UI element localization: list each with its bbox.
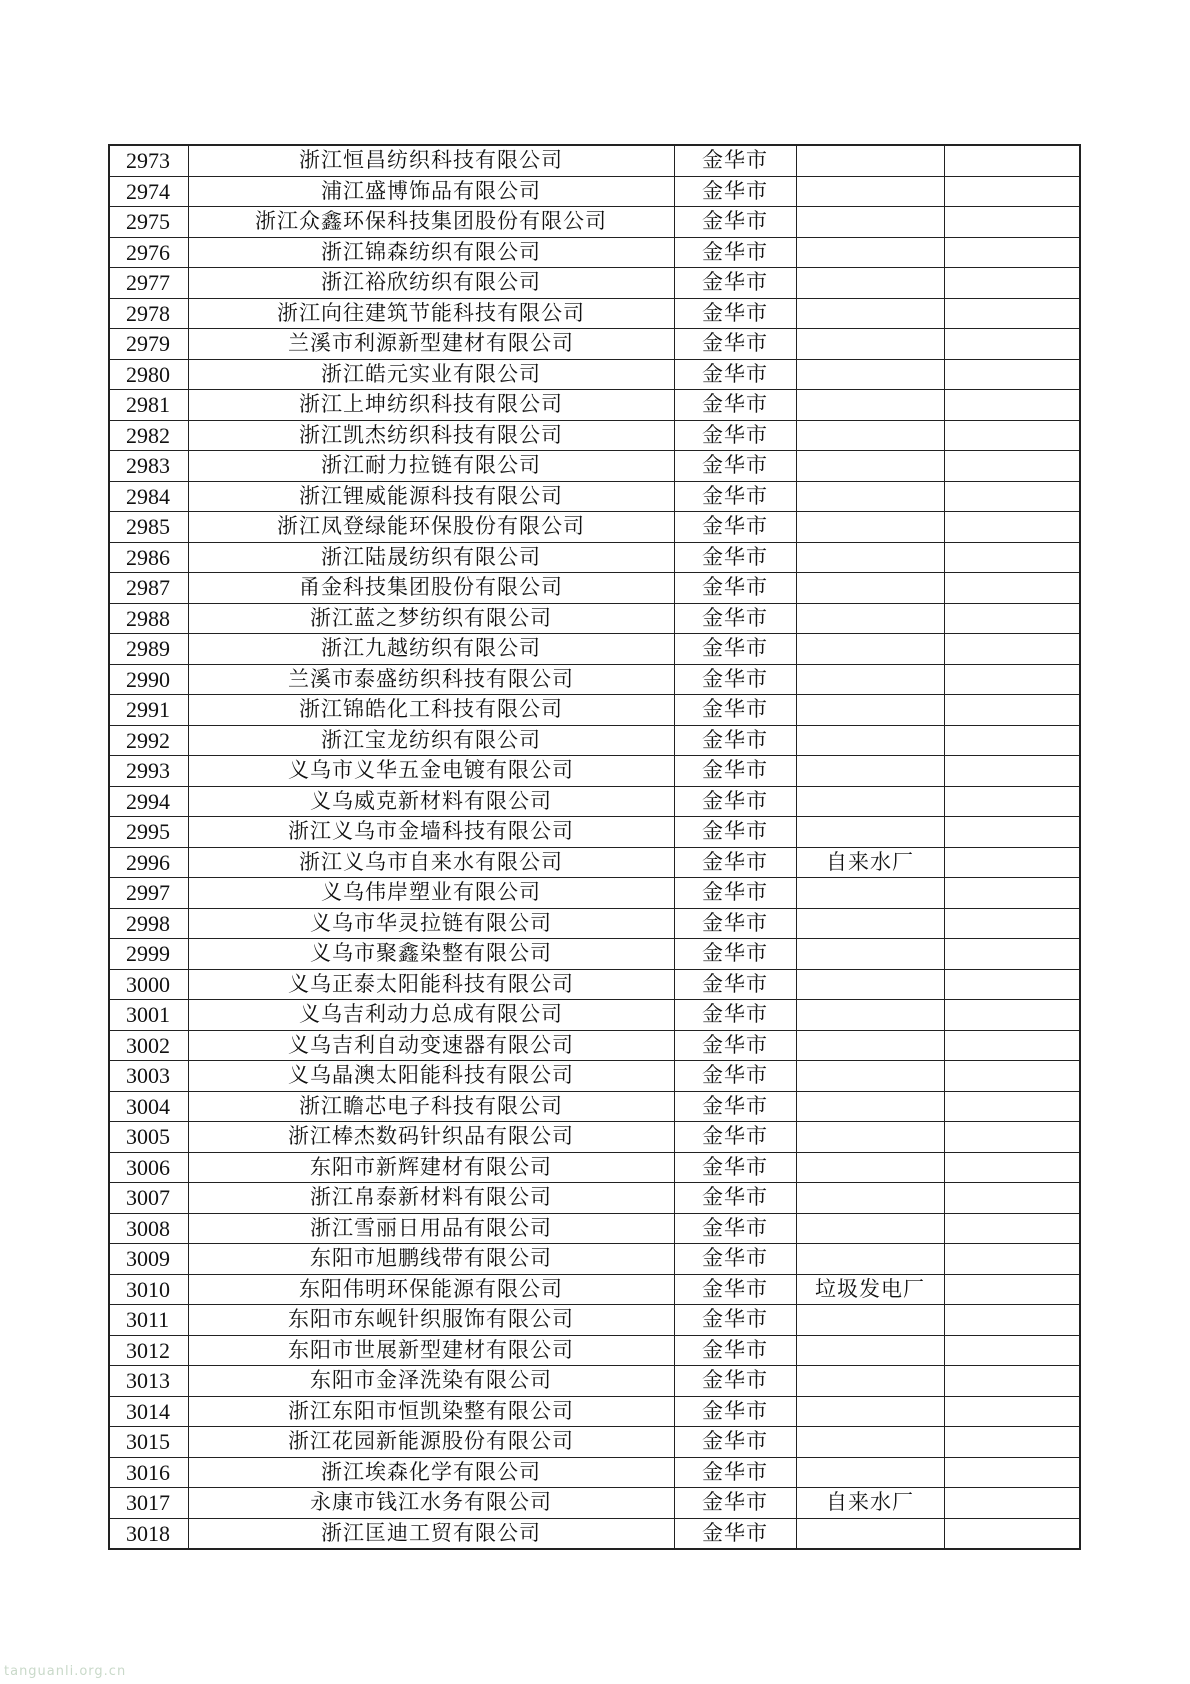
note-cell <box>944 1366 1080 1397</box>
facility-type-cell <box>796 359 944 390</box>
table-row <box>109 1518 1080 1549</box>
row-number-cell: 3000 <box>109 969 188 1000</box>
row-number-cell: 3008 <box>109 1213 188 1244</box>
facility-type-cell <box>796 1335 944 1366</box>
table-row <box>109 1000 1080 1031</box>
note-cell <box>944 878 1080 909</box>
note-cell <box>944 573 1080 604</box>
row-number-cell: 3014 <box>109 1396 188 1427</box>
city-cell: 金华市 <box>674 664 796 695</box>
row-number-cell: 3004 <box>109 1091 188 1122</box>
city-cell: 金华市 <box>674 512 796 543</box>
table-body <box>109 145 1080 1549</box>
row-number-cell: 2985 <box>109 512 188 543</box>
company-name-cell: 义乌威克新材料有限公司 <box>188 786 674 817</box>
company-name-cell: 浙江匡迪工贸有限公司 <box>188 1518 674 1549</box>
facility-type-cell <box>796 512 944 543</box>
city-cell: 金华市 <box>674 634 796 665</box>
note-cell <box>944 145 1080 176</box>
table-row <box>109 634 1080 665</box>
table-row <box>109 237 1080 268</box>
row-number-cell: 3012 <box>109 1335 188 1366</box>
facility-type-cell <box>796 878 944 909</box>
row-number-cell: 2986 <box>109 542 188 573</box>
city-cell: 金华市 <box>674 1396 796 1427</box>
company-name-cell: 兰溪市利源新型建材有限公司 <box>188 329 674 360</box>
note-cell <box>944 268 1080 299</box>
enterprise-list-table <box>108 144 1081 1550</box>
facility-type-cell <box>796 420 944 451</box>
table-row <box>109 969 1080 1000</box>
row-number-cell: 3005 <box>109 1122 188 1153</box>
company-name-cell: 浙江上坤纺织科技有限公司 <box>188 390 674 421</box>
note-cell <box>944 329 1080 360</box>
city-cell: 金华市 <box>674 573 796 604</box>
city-cell: 金华市 <box>674 237 796 268</box>
note-cell <box>944 298 1080 329</box>
facility-type-cell <box>796 634 944 665</box>
note-cell <box>944 1152 1080 1183</box>
row-number-cell: 2981 <box>109 390 188 421</box>
row-number-cell: 2996 <box>109 847 188 878</box>
facility-type-cell <box>796 207 944 238</box>
note-cell <box>944 176 1080 207</box>
facility-type-cell <box>796 969 944 1000</box>
facility-type-cell: 自来水厂 <box>796 1488 944 1519</box>
city-cell: 金华市 <box>674 390 796 421</box>
company-name-cell: 浙江锦森纺织有限公司 <box>188 237 674 268</box>
note-cell <box>944 908 1080 939</box>
facility-type-cell <box>796 908 944 939</box>
table-row <box>109 145 1080 176</box>
city-cell: 金华市 <box>674 145 796 176</box>
table-row <box>109 1152 1080 1183</box>
facility-type-cell <box>796 481 944 512</box>
facility-type-cell <box>796 451 944 482</box>
company-name-cell: 浙江埃森化学有限公司 <box>188 1457 674 1488</box>
table-row <box>109 481 1080 512</box>
company-name-cell: 义乌吉利自动变速器有限公司 <box>188 1030 674 1061</box>
watermark-text: tanguanli.org.cn <box>4 1664 127 1679</box>
row-number-cell: 2991 <box>109 695 188 726</box>
company-name-cell: 浙江蓝之梦纺织有限公司 <box>188 603 674 634</box>
company-name-cell: 浙江宝龙纺织有限公司 <box>188 725 674 756</box>
note-cell <box>944 542 1080 573</box>
company-name-cell: 东阳市新辉建材有限公司 <box>188 1152 674 1183</box>
note-cell <box>944 969 1080 1000</box>
city-cell: 金华市 <box>674 939 796 970</box>
company-name-cell: 义乌晶澳太阳能科技有限公司 <box>188 1061 674 1092</box>
note-cell <box>944 1457 1080 1488</box>
table-row <box>109 329 1080 360</box>
company-name-cell: 浙江雪丽日用品有限公司 <box>188 1213 674 1244</box>
table-row <box>109 207 1080 238</box>
row-number-cell: 3009 <box>109 1244 188 1275</box>
note-cell <box>944 237 1080 268</box>
row-number-cell: 2989 <box>109 634 188 665</box>
table-row <box>109 268 1080 299</box>
row-number-cell: 3016 <box>109 1457 188 1488</box>
company-name-cell: 东阳市旭鹏线带有限公司 <box>188 1244 674 1275</box>
facility-type-cell <box>796 695 944 726</box>
table-row <box>109 451 1080 482</box>
company-name-cell: 浙江帛泰新材料有限公司 <box>188 1183 674 1214</box>
facility-type-cell <box>796 268 944 299</box>
city-cell: 金华市 <box>674 725 796 756</box>
city-cell: 金华市 <box>674 1000 796 1031</box>
city-cell: 金华市 <box>674 847 796 878</box>
city-cell: 金华市 <box>674 1335 796 1366</box>
row-number-cell: 3013 <box>109 1366 188 1397</box>
table-row <box>109 878 1080 909</box>
company-name-cell: 浙江东阳市恒凯染整有限公司 <box>188 1396 674 1427</box>
facility-type-cell <box>796 1518 944 1549</box>
note-cell <box>944 725 1080 756</box>
table-row <box>109 1488 1080 1519</box>
row-number-cell: 2980 <box>109 359 188 390</box>
row-number-cell: 2999 <box>109 939 188 970</box>
company-name-cell: 浙江凯杰纺织科技有限公司 <box>188 420 674 451</box>
note-cell <box>944 390 1080 421</box>
note-cell <box>944 847 1080 878</box>
city-cell: 金华市 <box>674 786 796 817</box>
company-name-cell: 义乌市义华五金电镀有限公司 <box>188 756 674 787</box>
table-row <box>109 1061 1080 1092</box>
facility-type-cell <box>796 1396 944 1427</box>
note-cell <box>944 817 1080 848</box>
company-name-cell: 浙江陆晟纺织有限公司 <box>188 542 674 573</box>
facility-type-cell <box>796 664 944 695</box>
table-row <box>109 939 1080 970</box>
note-cell <box>944 1061 1080 1092</box>
table-row <box>109 1335 1080 1366</box>
table-row <box>109 664 1080 695</box>
facility-type-cell <box>796 176 944 207</box>
note-cell <box>944 1305 1080 1336</box>
city-cell: 金华市 <box>674 268 796 299</box>
note-cell <box>944 420 1080 451</box>
table-row <box>109 359 1080 390</box>
city-cell: 金华市 <box>674 176 796 207</box>
table-row <box>109 756 1080 787</box>
city-cell: 金华市 <box>674 1122 796 1153</box>
city-cell: 金华市 <box>674 1457 796 1488</box>
table-row <box>109 298 1080 329</box>
facility-type-cell <box>796 573 944 604</box>
row-number-cell: 3017 <box>109 1488 188 1519</box>
note-cell <box>944 1244 1080 1275</box>
note-cell <box>944 481 1080 512</box>
row-number-cell: 3011 <box>109 1305 188 1336</box>
facility-type-cell <box>796 817 944 848</box>
company-name-cell: 浙江九越纺织有限公司 <box>188 634 674 665</box>
table-row <box>109 1427 1080 1458</box>
row-number-cell: 2982 <box>109 420 188 451</box>
company-name-cell: 浙江凤登绿能环保股份有限公司 <box>188 512 674 543</box>
table-row <box>109 603 1080 634</box>
city-cell: 金华市 <box>674 1183 796 1214</box>
company-name-cell: 浦江盛博饰品有限公司 <box>188 176 674 207</box>
row-number-cell: 3015 <box>109 1427 188 1458</box>
table-row <box>109 817 1080 848</box>
facility-type-cell: 垃圾发电厂 <box>796 1274 944 1305</box>
facility-type-cell <box>796 298 944 329</box>
table-row <box>109 1030 1080 1061</box>
facility-type-cell <box>796 1213 944 1244</box>
city-cell: 金华市 <box>674 1244 796 1275</box>
city-cell: 金华市 <box>674 1061 796 1092</box>
city-cell: 金华市 <box>674 1213 796 1244</box>
row-number-cell: 2979 <box>109 329 188 360</box>
facility-type-cell <box>796 1244 944 1275</box>
city-cell: 金华市 <box>674 420 796 451</box>
row-number-cell: 2977 <box>109 268 188 299</box>
table-row <box>109 512 1080 543</box>
row-number-cell: 3003 <box>109 1061 188 1092</box>
row-number-cell: 3010 <box>109 1274 188 1305</box>
city-cell: 金华市 <box>674 603 796 634</box>
city-cell: 金华市 <box>674 969 796 1000</box>
facility-type-cell <box>796 603 944 634</box>
company-name-cell: 浙江裕欣纺织有限公司 <box>188 268 674 299</box>
facility-type-cell <box>796 1152 944 1183</box>
company-name-cell: 义乌市聚鑫染整有限公司 <box>188 939 674 970</box>
table-row <box>109 786 1080 817</box>
company-name-cell: 义乌伟岸塑业有限公司 <box>188 878 674 909</box>
company-name-cell: 义乌市华灵拉链有限公司 <box>188 908 674 939</box>
company-name-cell: 浙江瞻芯电子科技有限公司 <box>188 1091 674 1122</box>
table-row <box>109 1244 1080 1275</box>
city-cell: 金华市 <box>674 1274 796 1305</box>
row-number-cell: 2993 <box>109 756 188 787</box>
note-cell <box>944 207 1080 238</box>
row-number-cell: 2978 <box>109 298 188 329</box>
company-name-cell: 甬金科技集团股份有限公司 <box>188 573 674 604</box>
company-name-cell: 东阳市东岘针织服饰有限公司 <box>188 1305 674 1336</box>
facility-type-cell: 自来水厂 <box>796 847 944 878</box>
city-cell: 金华市 <box>674 329 796 360</box>
note-cell <box>944 1091 1080 1122</box>
table-row <box>109 1457 1080 1488</box>
table-row <box>109 542 1080 573</box>
row-number-cell: 2983 <box>109 451 188 482</box>
table-row <box>109 1274 1080 1305</box>
table-row <box>109 573 1080 604</box>
facility-type-cell <box>796 939 944 970</box>
facility-type-cell <box>796 1457 944 1488</box>
facility-type-cell <box>796 542 944 573</box>
table-row <box>109 695 1080 726</box>
city-cell: 金华市 <box>674 695 796 726</box>
company-name-cell: 浙江耐力拉链有限公司 <box>188 451 674 482</box>
note-cell <box>944 1213 1080 1244</box>
note-cell <box>944 1030 1080 1061</box>
note-cell <box>944 1274 1080 1305</box>
row-number-cell: 2975 <box>109 207 188 238</box>
city-cell: 金华市 <box>674 1030 796 1061</box>
row-number-cell: 2994 <box>109 786 188 817</box>
row-number-cell: 2984 <box>109 481 188 512</box>
note-cell <box>944 512 1080 543</box>
facility-type-cell <box>796 725 944 756</box>
table-row <box>109 725 1080 756</box>
company-name-cell: 浙江恒昌纺织科技有限公司 <box>188 145 674 176</box>
row-number-cell: 3007 <box>109 1183 188 1214</box>
facility-type-cell <box>796 1366 944 1397</box>
facility-type-cell <box>796 1305 944 1336</box>
company-name-cell: 浙江锦皓化工科技有限公司 <box>188 695 674 726</box>
note-cell <box>944 1000 1080 1031</box>
city-cell: 金华市 <box>674 451 796 482</box>
city-cell: 金华市 <box>674 207 796 238</box>
note-cell <box>944 1335 1080 1366</box>
row-number-cell: 2976 <box>109 237 188 268</box>
facility-type-cell <box>796 1427 944 1458</box>
facility-type-cell <box>796 1091 944 1122</box>
table-row <box>109 1213 1080 1244</box>
row-number-cell: 2974 <box>109 176 188 207</box>
table-row <box>109 390 1080 421</box>
city-cell: 金华市 <box>674 756 796 787</box>
table-row <box>109 1122 1080 1153</box>
note-cell <box>944 1488 1080 1519</box>
facility-type-cell <box>796 1122 944 1153</box>
facility-type-cell <box>796 237 944 268</box>
facility-type-cell <box>796 329 944 360</box>
note-cell <box>944 359 1080 390</box>
city-cell: 金华市 <box>674 908 796 939</box>
city-cell: 金华市 <box>674 298 796 329</box>
company-name-cell: 浙江众鑫环保科技集团股份有限公司 <box>188 207 674 238</box>
city-cell: 金华市 <box>674 1152 796 1183</box>
row-number-cell: 3002 <box>109 1030 188 1061</box>
company-name-cell: 东阳伟明环保能源有限公司 <box>188 1274 674 1305</box>
company-name-cell: 浙江花园新能源股份有限公司 <box>188 1427 674 1458</box>
facility-type-cell <box>796 1030 944 1061</box>
facility-type-cell <box>796 390 944 421</box>
note-cell <box>944 756 1080 787</box>
table-row <box>109 1183 1080 1214</box>
company-name-cell: 浙江义乌市金墙科技有限公司 <box>188 817 674 848</box>
note-cell <box>944 1427 1080 1458</box>
company-name-cell: 东阳市金泽洗染有限公司 <box>188 1366 674 1397</box>
note-cell <box>944 1183 1080 1214</box>
company-name-cell: 永康市钱江水务有限公司 <box>188 1488 674 1519</box>
company-name-cell: 浙江向往建筑节能科技有限公司 <box>188 298 674 329</box>
note-cell <box>944 1396 1080 1427</box>
company-name-cell: 浙江皓元实业有限公司 <box>188 359 674 390</box>
city-cell: 金华市 <box>674 1488 796 1519</box>
city-cell: 金华市 <box>674 542 796 573</box>
facility-type-cell <box>796 756 944 787</box>
company-name-cell: 浙江义乌市自来水有限公司 <box>188 847 674 878</box>
company-name-cell: 义乌吉利动力总成有限公司 <box>188 1000 674 1031</box>
city-cell: 金华市 <box>674 1091 796 1122</box>
facility-type-cell <box>796 1000 944 1031</box>
note-cell <box>944 634 1080 665</box>
note-cell <box>944 786 1080 817</box>
facility-type-cell <box>796 1183 944 1214</box>
city-cell: 金华市 <box>674 817 796 848</box>
city-cell: 金华市 <box>674 1366 796 1397</box>
city-cell: 金华市 <box>674 1518 796 1549</box>
row-number-cell: 2997 <box>109 878 188 909</box>
table-row <box>109 420 1080 451</box>
table-row <box>109 1396 1080 1427</box>
note-cell <box>944 939 1080 970</box>
row-number-cell: 2988 <box>109 603 188 634</box>
row-number-cell: 2998 <box>109 908 188 939</box>
note-cell <box>944 603 1080 634</box>
note-cell <box>944 1122 1080 1153</box>
table-row <box>109 176 1080 207</box>
city-cell: 金华市 <box>674 878 796 909</box>
facility-type-cell <box>796 145 944 176</box>
note-cell <box>944 1518 1080 1549</box>
row-number-cell: 2995 <box>109 817 188 848</box>
table-row <box>109 847 1080 878</box>
row-number-cell: 2992 <box>109 725 188 756</box>
city-cell: 金华市 <box>674 359 796 390</box>
table-row <box>109 908 1080 939</box>
table-row <box>109 1366 1080 1397</box>
row-number-cell: 2990 <box>109 664 188 695</box>
company-name-cell: 义乌正泰太阳能科技有限公司 <box>188 969 674 1000</box>
row-number-cell: 2973 <box>109 145 188 176</box>
row-number-cell: 2987 <box>109 573 188 604</box>
company-name-cell: 浙江棒杰数码针织品有限公司 <box>188 1122 674 1153</box>
table-row <box>109 1091 1080 1122</box>
facility-type-cell <box>796 786 944 817</box>
facility-type-cell <box>796 1061 944 1092</box>
company-name-cell: 兰溪市泰盛纺织科技有限公司 <box>188 664 674 695</box>
note-cell <box>944 664 1080 695</box>
city-cell: 金华市 <box>674 1305 796 1336</box>
row-number-cell: 3001 <box>109 1000 188 1031</box>
row-number-cell: 3018 <box>109 1518 188 1549</box>
company-name-cell: 东阳市世展新型建材有限公司 <box>188 1335 674 1366</box>
company-name-cell: 浙江锂威能源科技有限公司 <box>188 481 674 512</box>
note-cell <box>944 451 1080 482</box>
table-row <box>109 1305 1080 1336</box>
row-number-cell: 3006 <box>109 1152 188 1183</box>
city-cell: 金华市 <box>674 481 796 512</box>
note-cell <box>944 695 1080 726</box>
city-cell: 金华市 <box>674 1427 796 1458</box>
